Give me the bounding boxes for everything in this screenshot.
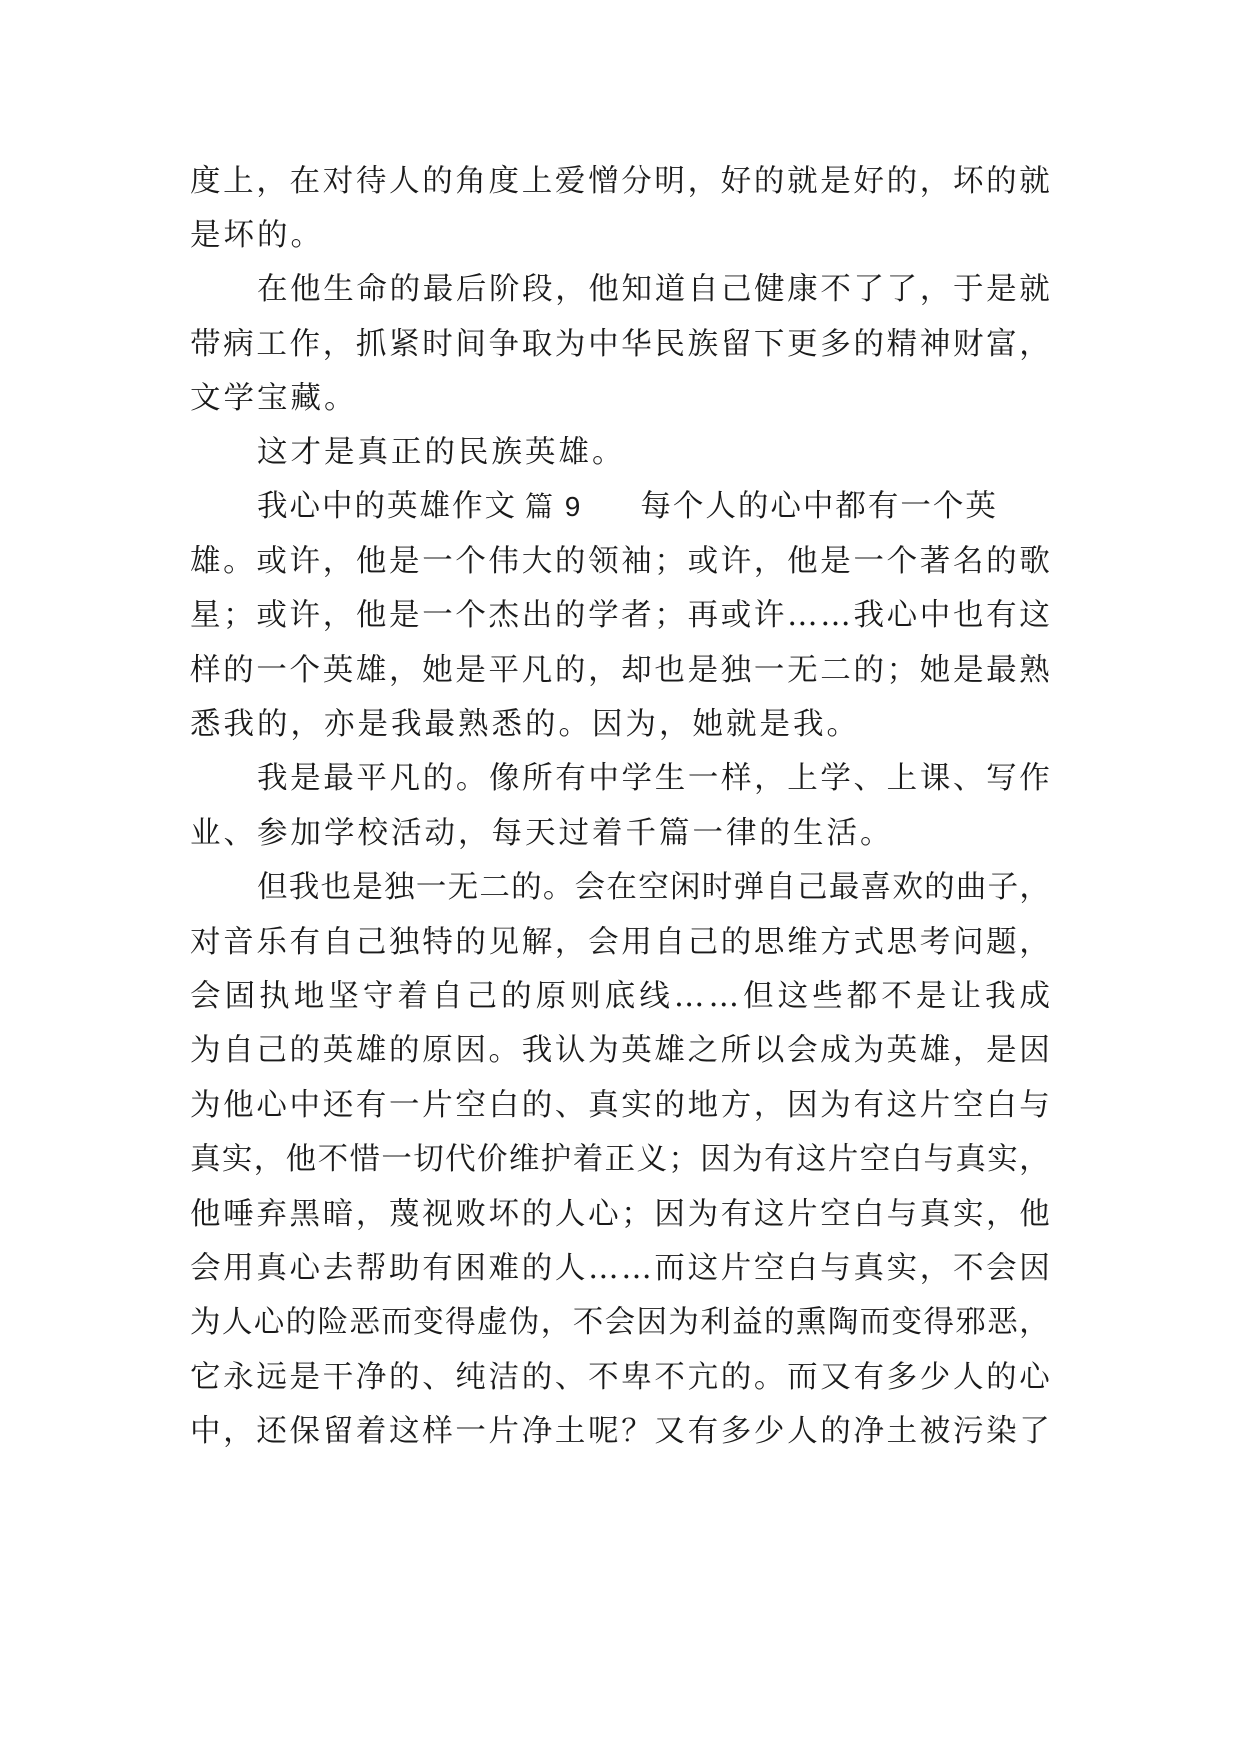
text-line: 星 ； 或 许 ， 他 是 一 个 杰 出 的 学 者 ； 再 或 许 … … 我 心 中 也 有 这 — [190, 598, 1050, 633]
text-line: 他 唾 弃 黑 暗 ， 蔑 视 败 坏 的 人 心 ； 因 为 有 这 片 空 白 与 真 实 ， 他 — [190, 1197, 1050, 1232]
text-line: 为 他 心 中 还 有 一 片 空 白 的 、 真 实 的 地 方 ， 因 为 有 这 片 空 白 与 — [190, 1088, 1050, 1123]
text-line: 真 实 ， 他 不 惜 一 切 代 价 维 护 着 正 义 ； 因 为 有 这 片 空 白 与 真 实 ， — [190, 1142, 1050, 1177]
essay-title: 我心中的英雄作文 — [257, 489, 517, 524]
essay-lead-text: 每个人的心中都有一个英 — [640, 489, 998, 524]
paragraph-first-line: 在 他 生 命 的 最 后 阶 段 ， 他 知 道 自 己 健 康 不 了 了 ， 于 是 就 — [257, 272, 1050, 307]
text-line: 它 永 远 是 干 净 的 、 纯 洁 的 、 不 卑 不 亢 的 。 而 又 有 多 少 人 的 心 — [190, 1360, 1050, 1395]
text-line: 业、参加学校活动，每天过着千篇一律的生活。 — [190, 816, 894, 851]
text-line: 中 ， 还 保 留 着 这 样 一 片 净 土 呢 ？ 又 有 多 少 人 的 净 土 被 污 染 了 — [190, 1414, 1050, 1449]
text-line: 是坏的。 — [190, 218, 324, 253]
essay-number: 篇 9 — [525, 491, 583, 522]
text-line: 为 自 己 的 英 雄 的 原 因 。 我 认 为 英 雄 之 所 以 会 成 为 英 雄 ， 是 因 — [190, 1033, 1050, 1068]
text-line: 悉我的，亦是我最熟悉的。因为，她就是我。 — [190, 707, 860, 742]
paragraph-first-line: 我 是 最 平 凡 的 。 像 所 有 中 学 生 一 样 ， 上 学 、 上 课 、 写 作 — [257, 761, 1050, 796]
text-line: 会 固 执 地 坚 守 着 自 己 的 原 则 底 线 … … 但 这 些 都 不 是 让 我 成 — [190, 979, 1050, 1014]
text-line: 带 病 工 作 ， 抓 紧 时 间 争 取 为 中 华 民 族 留 下 更 多 的 精 神 财 富 ， — [190, 327, 1050, 362]
text-line: 度 上 ， 在 对 待 人 的 角 度 上 爱 憎 分 明 ， 好 的 就 是 好 的 ， 坏 的 就 — [190, 164, 1050, 199]
text-line: 文学宝藏。 — [190, 381, 358, 416]
text-line: 为 人 心 的 险 恶 而 变 得 虚 伪 ， 不 会 因 为 利 益 的 熏 陶 而 变 得 邪 恶 ， — [190, 1305, 1050, 1340]
essay-heading-line — [257, 487, 998, 527]
text-line: 会 用 真 心 去 帮 助 有 困 难 的 人 … … 而 这 片 空 白 与 真 实 ， 不 会 因 — [190, 1251, 1050, 1286]
paragraph-first-line: 但 我 也 是 独 一 无 二 的 。 会 在 空 闲 时 弹 自 己 最 喜 欢 的 曲 子 ， — [257, 870, 1050, 905]
text-line: 样 的 一 个 英 雄 ， 她 是 平 凡 的 ， 却 也 是 独 一 无 二 的 ； 她 是 最 熟 — [190, 653, 1050, 688]
text-line: 雄 。 或 许 ， 他 是 一 个 伟 大 的 领 袖 ； 或 许 ， 他 是 一 个 著 名 的 歌 — [190, 544, 1050, 579]
paragraph-first-line: 这才是真正的民族英雄。 — [257, 435, 626, 470]
text-line: 对 音 乐 有 自 己 独 特 的 见 解 ， 会 用 自 己 的 思 维 方 式 思 考 问 题 ， — [190, 925, 1050, 960]
